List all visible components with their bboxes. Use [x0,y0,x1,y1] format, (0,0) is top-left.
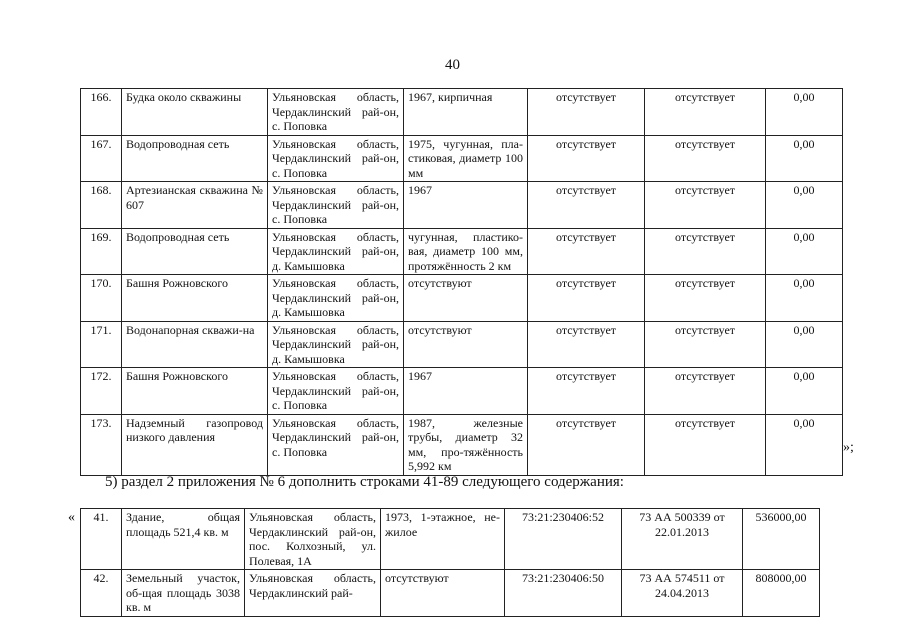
table-row [81,570,820,617]
object-address: Ульяновская область, Чердаклинский рай-он, с. Поповка [268,368,404,415]
opening-quote: « [68,510,75,525]
value-cell: 0,00 [766,182,843,229]
encumbrance-cell: отсутствует [528,321,645,368]
object-description: 1973, 1-этажное, не-жилое [381,509,505,570]
value-cell: 0,00 [766,414,843,475]
object-address: Ульяновская область, Чердаклинский рай-он, с. Поповка [268,89,404,136]
object-name: Будка около скважины [122,89,268,136]
value-cell: 0,00 [766,228,843,275]
encumbrance-cell: отсутствует [528,368,645,415]
object-description: 1967 [404,368,528,415]
encumbrance-cell: отсутствует [528,228,645,275]
object-address: Ульяновская область, Чердаклинский рай-он, с. Поповка [268,182,404,229]
table-row [81,135,843,182]
object-description: отсутствуют [404,275,528,322]
object-description: 1987, железные трубы, диаметр 32 мм, про-тяжённость 5,992 км [404,414,528,475]
property-table-added [80,508,820,617]
object-description: чугунная, пластико-вая, диаметр 100 мм, протяжённость 2 км [404,228,528,275]
value-cell: 0,00 [766,275,843,322]
row-number: 166. [81,89,122,136]
row-number: 168. [81,182,122,229]
page-number: 40 [445,57,460,73]
object-name: Земельный участок, об-щая площадь 3038 кв. м [122,570,245,617]
object-name: Водонапорная скважи-на [122,321,268,368]
encumbrance-cell: отсутствует [528,275,645,322]
object-address: Ульяновская область, Чердаклинский рай-он, д. Камышовка [268,228,404,275]
registration-cell: отсутствует [645,135,766,182]
object-name: Водопроводная сеть [122,228,268,275]
encumbrance-cell: отсутствует [528,182,645,229]
row-number: 169. [81,228,122,275]
value-cell: 0,00 [766,89,843,136]
registration-cell: отсутствует [645,182,766,229]
encumbrance-cell: отсутствует [528,135,645,182]
value-cell: 0,00 [766,321,843,368]
object-address: Ульяновская область, Чердаклинский рай-он, с. Поповка [268,135,404,182]
registration-cell: отсутствует [645,368,766,415]
encumbrance-cell: отсутствует [528,89,645,136]
row-number: 41. [81,509,122,570]
registration-cell: отсутствует [645,228,766,275]
value-cell: 0,00 [766,368,843,415]
row-number: 42. [81,570,122,617]
object-address: Ульяновская область, Чердаклинский рай-он, д. Камышовка [268,275,404,322]
object-address: Ульяновская область, Чердаклинский рай- [245,570,381,617]
object-address: Ульяновская область, Чердаклинский рай-он, д. Камышовка [268,321,404,368]
value-cell: 0,00 [766,135,843,182]
encumbrance-cell: отсутствует [528,414,645,475]
cadastral-number: 73:21:230406:52 [505,509,622,570]
object-name: Башня Рожновского [122,368,268,415]
property-table-existing [80,88,843,476]
table-row [81,321,843,368]
closing-quote: »; [843,440,854,455]
certificate-cell: 73 АА 500339 от 22.01.2013 [622,509,743,570]
table-row [81,275,843,322]
value-cell: 808000,00 [743,570,820,617]
registration-cell: отсутствует [645,321,766,368]
object-description: 1967, кирпичная [404,89,528,136]
row-number: 167. [81,135,122,182]
object-description: 1975, чугунная, пла-стиковая, диаметр 100 мм [404,135,528,182]
cadastral-number: 73:21:230406:50 [505,570,622,617]
object-description: отсутствуют [381,570,505,617]
object-name: Здание, общая площадь 521,4 кв. м [122,509,245,570]
registration-cell: отсутствует [645,414,766,475]
row-number: 170. [81,275,122,322]
object-name: Водопроводная сеть [122,135,268,182]
row-number: 171. [81,321,122,368]
object-address: Ульяновская область, Чердаклинский рай-он, пос. Колхозный, ул. Полевая, 1А [245,509,381,570]
table-row [81,89,843,136]
object-description: 1967 [404,182,528,229]
registration-cell: отсутствует [645,275,766,322]
object-address: Ульяновская область, Чердаклинский рай-он, с. Поповка [268,414,404,475]
registration-cell: отсутствует [645,89,766,136]
table-row [81,414,843,475]
table-row [81,368,843,415]
object-description: отсутствуют [404,321,528,368]
amendment-instruction: 5) раздел 2 приложения № 6 дополнить строками 41-89 следующего содержания: [105,474,624,490]
object-name: Башня Рожновского [122,275,268,322]
row-number: 172. [81,368,122,415]
object-name: Надземный газопровод низкого давления [122,414,268,475]
table-row [81,182,843,229]
value-cell: 536000,00 [743,509,820,570]
row-number: 173. [81,414,122,475]
certificate-cell: 73 АА 574511 от 24.04.2013 [622,570,743,617]
table-row [81,228,843,275]
table-row [81,509,820,570]
object-name: Артезианская скважина № 607 [122,182,268,229]
